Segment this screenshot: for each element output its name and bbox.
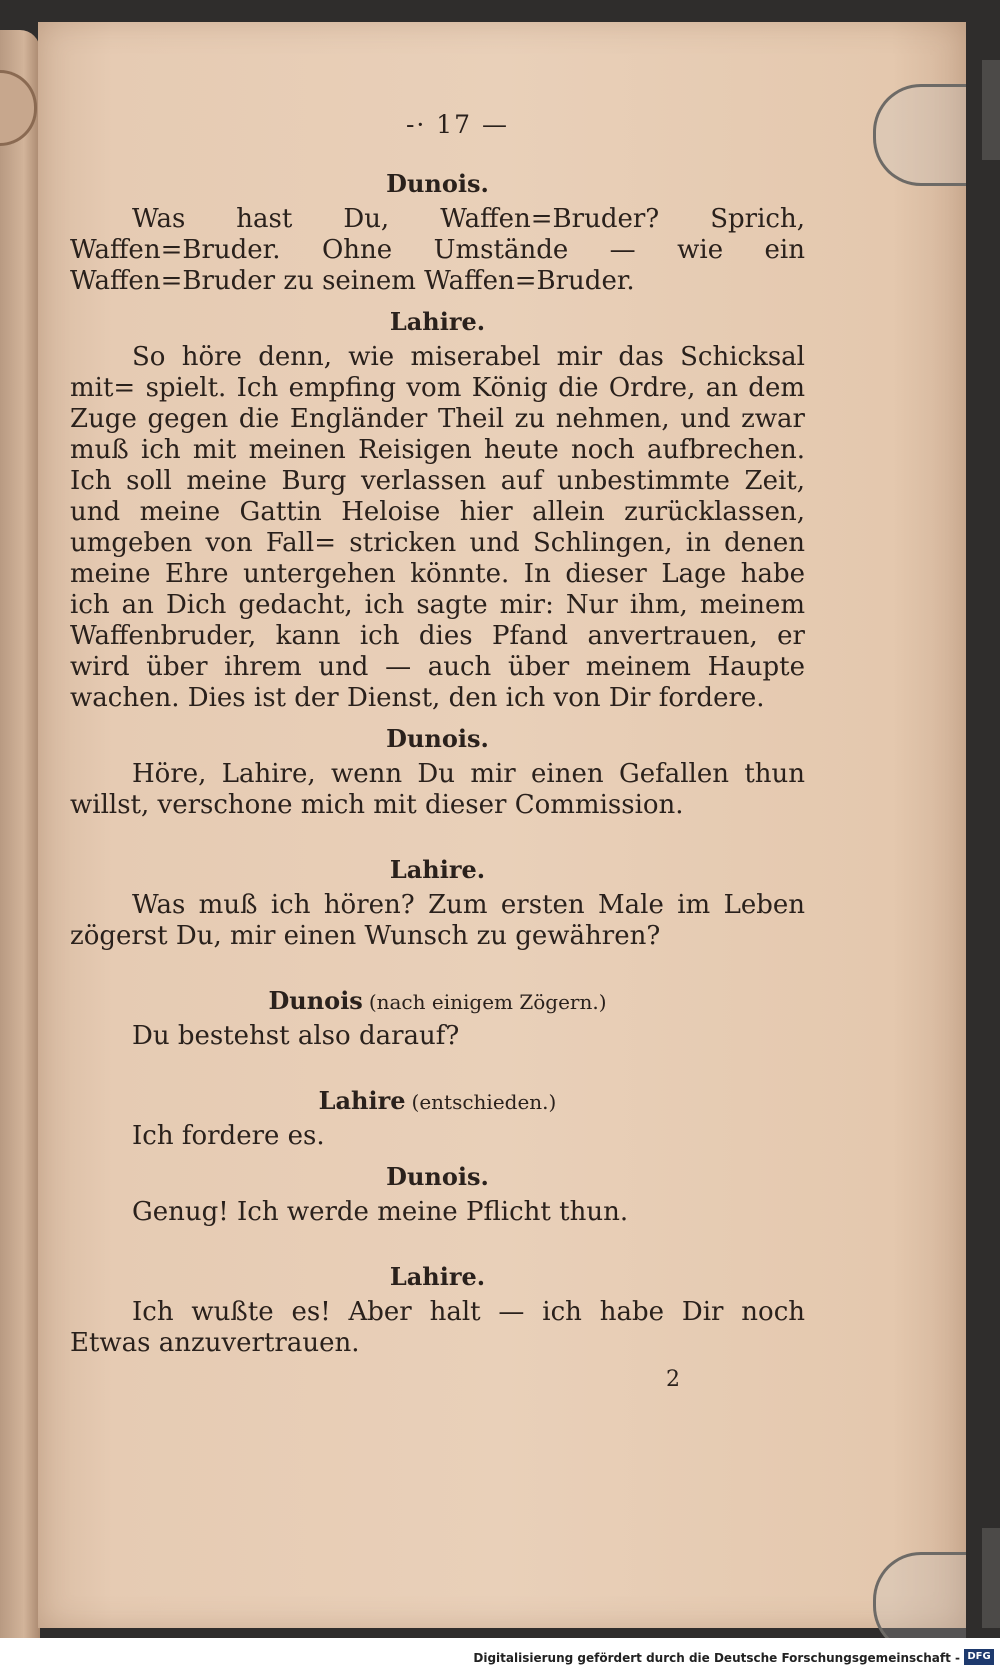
clip-bar-top (982, 60, 1000, 160)
speaker-name (70, 855, 805, 884)
speech-text: Was muß ich hören? Zum ersten Male im Leben zögerst Du, mir einen Wunsch zu gewähren? (70, 890, 805, 951)
speaker-name (70, 724, 805, 753)
speaker-name (70, 1086, 805, 1115)
clip-bar-bottom (982, 1528, 1000, 1628)
speaker-label: Dunois (268, 986, 363, 1015)
digitization-footer (0, 1638, 1000, 1676)
spacer (70, 1058, 805, 1076)
page-number-header: -· 17 — (405, 110, 510, 139)
page-curl (0, 70, 37, 146)
speech-text: Ich fordere es. (132, 1121, 325, 1151)
speaker-label: Lahire. (389, 307, 486, 336)
speaker-label: Dunois. (386, 1162, 489, 1191)
speaker-label: Lahire. (389, 855, 486, 884)
signature-mark: 2 (666, 1367, 680, 1392)
speaker-label: Lahire. (389, 1262, 486, 1291)
left-page-edge (0, 30, 40, 1640)
speech-text: Höre, Lahire, wenn Du mir einen Gefallen thun willst, verschone mich mit dieser Commission. (70, 759, 805, 820)
speaker-label: Dunois. (386, 169, 489, 198)
dialogue-block-7 (70, 1162, 805, 1228)
speaker-name (70, 307, 805, 336)
dialogue-block-3 (70, 724, 805, 821)
dialogue-block-6 (70, 1086, 805, 1152)
speaker-name (70, 1262, 805, 1291)
dialogue-block-4 (70, 855, 805, 952)
speech-text: Was hast Du, Waffen=Bruder? Sprich, Waffen=Bruder. Ohne Umstände — wie ein Waffen=Bruder zu seinem Waffen=Bruder. (70, 204, 805, 296)
speaker-label: Dunois. (386, 724, 489, 753)
stage-direction: (nach einigem Zögern.) (368, 990, 607, 1014)
dialogue-block-5 (70, 986, 805, 1052)
speech-text: Genug! Ich werde meine Pflicht thun. (132, 1197, 629, 1227)
speech-text: Du bestehst also darauf? (132, 1021, 460, 1051)
footer-credit: Digitalisierung gefördert durch die Deutsche Forschungsgemeinschaft - (473, 1651, 960, 1665)
dfg-logo-icon: DFG (964, 1649, 994, 1665)
dialogue-block-1 (70, 169, 805, 297)
spacer (70, 1234, 805, 1252)
dialogue-block-2 (70, 307, 805, 714)
stage-direction: (entschieden.) (411, 1090, 557, 1114)
speaker-name (70, 986, 805, 1015)
spacer (70, 958, 805, 976)
page-clip-top (873, 84, 966, 186)
speech-text: So höre denn, wie miserabel mir das Schicksal mit= spielt. Ich empfing vom König die Ordre, an dem Zuge gegen die Engländer Theil zu nehmen, und zwar muß ich mit meinen Reisigen heute noch aufbrechen. Ich soll meine Burg verlassen auf unbestimmte Zeit, und meine Gattin Heloise hier allein zurücklassen, umgeben von Fall= stricken und Schlingen, in denen meine Ehre untergehen könnte. In dieser Lage habe ich an Dich gedacht, ich sagte mir: Nur ihm, meinem Waffenbruder, kann ich dies Pfand anvertrauen, er wird über ihrem und — auch über meinem Haupte wachen. Dies ist der Dienst, den ich von Dir fordere. (70, 342, 805, 713)
speaker-name (70, 1162, 805, 1191)
speaker-name (70, 169, 805, 198)
speech-text: Ich wußte es! Aber halt — ich habe Dir noch Etwas anzuvertrauen. (70, 1297, 805, 1358)
spacer (70, 827, 805, 845)
dialogue-block-8 (70, 1262, 805, 1359)
speaker-label: Lahire (318, 1086, 406, 1115)
page-content (70, 100, 805, 1392)
